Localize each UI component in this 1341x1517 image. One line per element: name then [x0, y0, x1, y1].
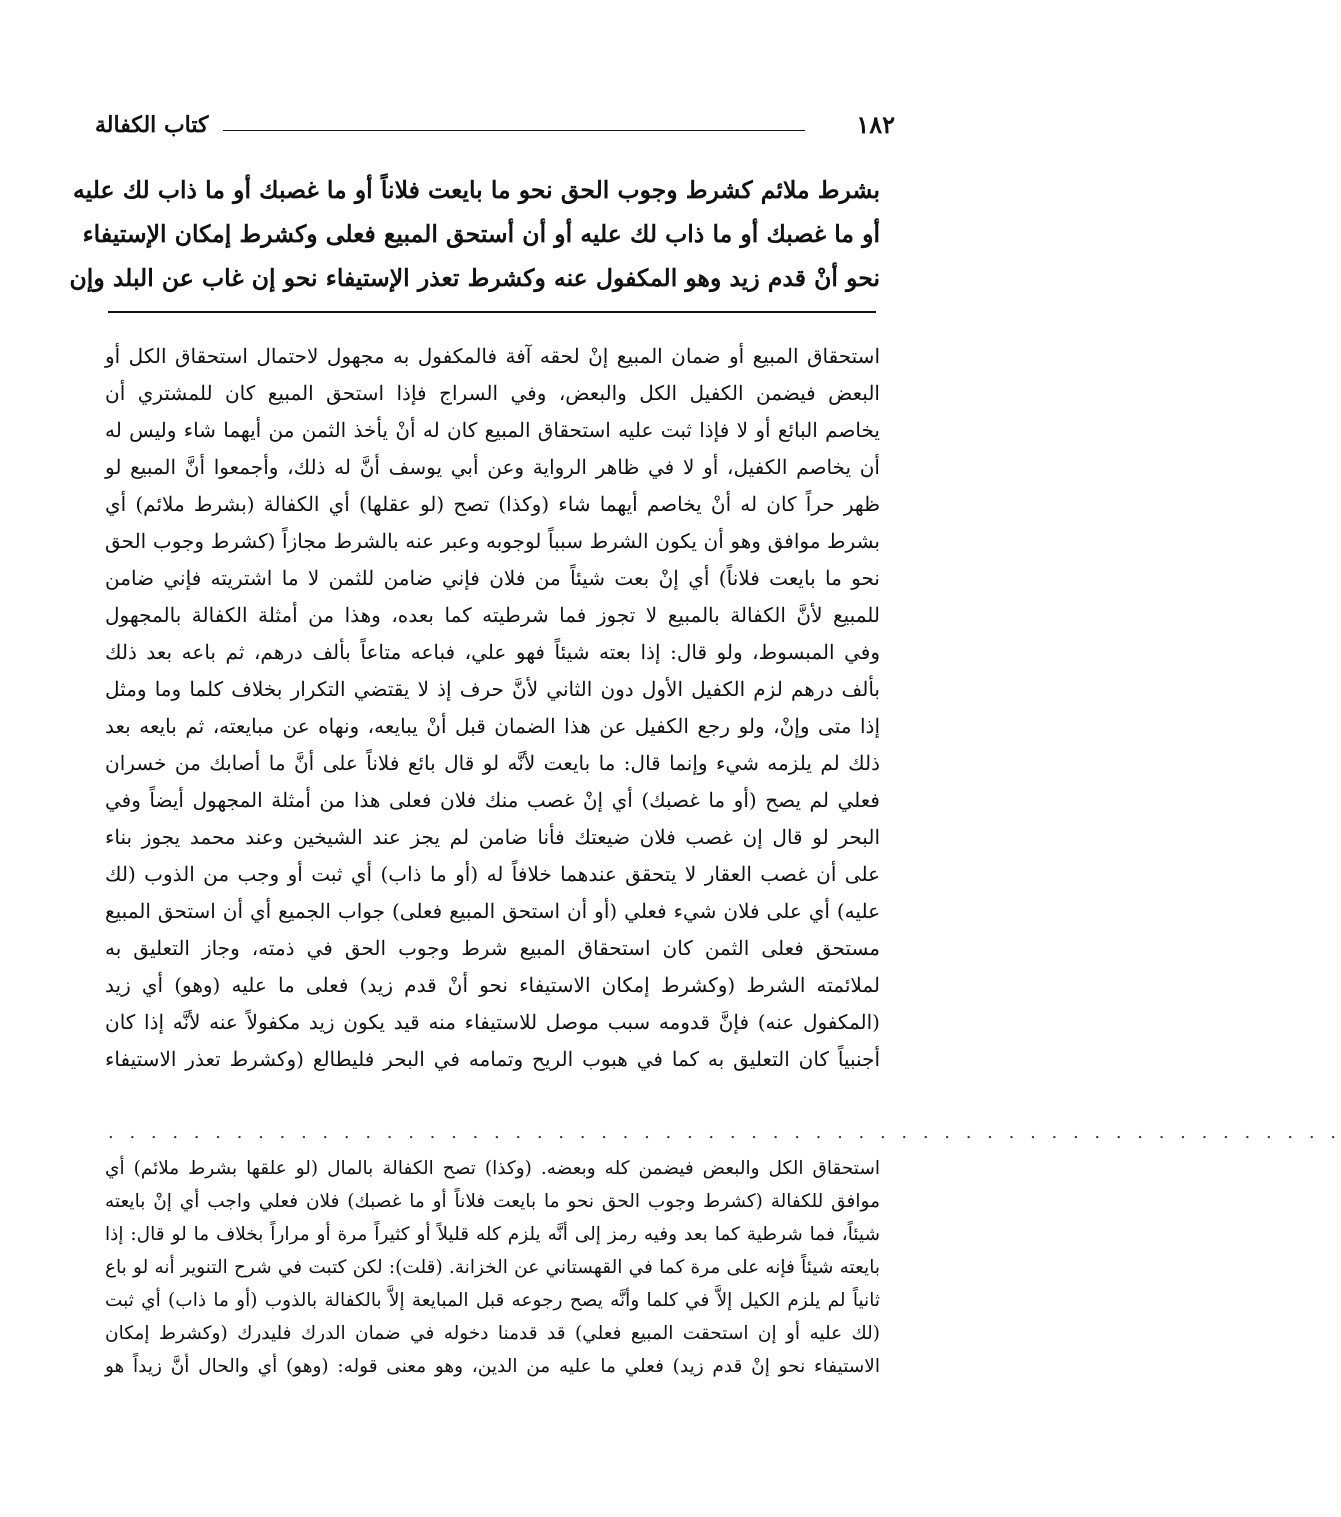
commentary-text	[105, 338, 880, 1078]
main-line: أو ما غصبك أو ما ذاب لك عليه أو أن أستحق المبيع فعلى وكشرط إمكان الإستيفاء	[82, 220, 880, 248]
page-header	[95, 108, 895, 148]
commentary-line: على أن غصب العقار لا يتحقق عندهما خلافاً له (أو ما ذاب) أي ثبت أو وجب من الذوب (لك	[105, 862, 880, 886]
main-line: بشرط ملائم كشرط وجوب الحق نحو ما بايعت فلاناً أو ما غصبك أو ما ذاب لك عليه	[73, 176, 880, 204]
commentary-line: للمبيع لأنَّ الكفالة بالمبيع لا تجوز فما شرطيته كما بعده، وهذا من أمثلة الكفالة بالمجهول	[105, 603, 880, 627]
commentary-line: عليه) أي على فلان شيء فعلي (أو أن استحق المبيع فعلى) جواب الجميع أي أن استحق المبيع	[105, 899, 880, 923]
commentary-line: بشرط موافق وهو أن يكون الشرط سبباً لوجوبه وعبر عنه بالشرط مجازاً (كشرط وجوب الحق	[105, 529, 880, 553]
commentary-line: استحقاق المبيع أو ضمان المبيع إنْ لحقه آفة فالمكفول به مجهول لاحتمال استحقاق الكل أو	[105, 344, 880, 368]
footnote-line: بايعته شيئاً فإنه على مرة كما في القهستاني عن الخزانة. (قلت): لكن كتبت في شرح التنوير أنه لو باع	[105, 1257, 880, 1278]
footnote-line: (لك عليه أو إن استحقت المبيع فعلي) قد قدمنا دخوله في ضمان الدرك فليدرك (وكشرط إمكان	[105, 1323, 880, 1344]
footnote-line: شيئاً، فما شرطية كما بعد وفيه رمز إلى أنَّه يلزم كله قليلاً أو كثيراً مرة أو مراراً بخلاف ما لو قال: إذا	[105, 1224, 880, 1245]
commentary-line: البحر لو قال إن غصب فلان ضيعتك فأنا ضامن لم يجز عند الشيخين وعند محمد يجوز بناء	[105, 825, 880, 849]
header-rule	[223, 130, 805, 131]
commentary-line: مستحق فعلى الثمن كان استحقاق المبيع شرط وجوب الحق في ذمته، وجاز التعليق به	[105, 936, 880, 960]
commentary-line: ظهر حراً كان له أنْ يخاصم أيهما شاء (وكذا) تصح (لو عقلها) أي الكفالة (بشرط ملائم) أي	[105, 492, 880, 516]
commentary-line: بألف درهم لزم الكفيل الأول دون الثاني لأنَّ حرف إذ لا يقتضي التكرار بخلاف كلما وما ومثل	[105, 677, 880, 701]
footnote-line: ثانياً لم يلزم الكيل إلاَّ في كلما وأنَّه يصح رجوعه قبل المبايعة إلاَّ بالكفالة بالذوب (أو ما ذاب) أي ثبت	[105, 1290, 880, 1311]
commentary-line: لملائمته الشرط (وكشرط إمكان الاستيفاء نحو أنْ قدم زيد) فعلى ما عليه (وهو) أي زيد	[105, 973, 880, 997]
commentary-line: أجنبياً كان التعليق به كما في هبوب الريح وتمامه في البحر فليطالع (وكشرط تعذر الاستيفاء	[105, 1047, 880, 1071]
main-text	[69, 168, 880, 300]
commentary-line: فعلي لم يصح (أو ما غصبك) أي إنْ غصب منك فلان فعلى هذا من أمثلة المجهول أيضاً وفي	[105, 788, 880, 812]
page-number: ١٨٢	[856, 110, 895, 139]
commentary-line: البعض فيضمن الكفيل الكل والبعض، وفي السراج فإذا استحق المبيع كان للمشتري أن	[105, 381, 880, 405]
commentary-line: ذلك لم يلزمه شيء وإنما قال: ما بايعت لأنَّه لو قال بائع فلاناً على أنَّ ما أصابك من خسران	[105, 751, 880, 775]
commentary-line: وفي المبسوط، ولو قال: إذا بعته شيئاً فهو علي، فباعه متاعاً بألف درهم، ثم باعه بعد ذلك	[105, 640, 880, 664]
footnote-line: استحقاق الكل والبعض فيضمن كله وبعضه. (وكذا) تصح الكفالة بالمال (لو علقها بشرط ملائم) أي	[105, 1158, 880, 1179]
commentary-line: (المكفول عنه) فإنَّ قدومه سبب موصل للاستيفاء منه قيد يكون زيد مكفولاً عنه لأنَّه إذا كان	[105, 1010, 880, 1034]
running-title: كتاب الكفالة	[95, 112, 209, 138]
main-divider	[108, 311, 876, 313]
footnote-line: موافق للكفالة (كشرط وجوب الحق نحو ما بايعت فلاناً أو ما غصبك) فلان فعلي واجب أي إنْ بايعته	[105, 1191, 880, 1212]
main-line: نحو أنْ قدم زيد وهو المكفول عنه وكشرط تعذر الإستيفاء نحو إن غاب عن البلد وإن	[69, 264, 880, 292]
footnote-line: الاستيفاء نحو إنْ قدم زيد) فعلي ما عليه من الدين، وهو معنى قوله: (وهو) أي والحال أنَّ زيداً هو	[105, 1356, 880, 1377]
commentary-line: أن يخاصم الكفيل، أو لا في ظاهر الرواية وعن أبي يوسف أنَّ له ذلك، وأجمعوا أنَّ المبيع لو	[105, 455, 880, 479]
commentary-line: يخاصم البائع أو لا فإذا ثبت عليه استحقاق المبيع كان له أنْ يأخذ الثمن من أيهما شاء وليس له	[105, 418, 880, 442]
commentary-line: إذا متى وإنْ، ولو رجع الكفيل عن هذا الضمان قبل أنْ يبايعه، ونهاه عن مبايعته، ثم بايعه بعد	[105, 714, 880, 738]
commentary-line: نحو ما بايعت فلاناً) أي إنْ بعت شيئاً من فلان فإني ضامن للثمن لا ما اشتريته فإني ضامن	[105, 566, 880, 590]
footnote-separator: . . . . . . . . . . . . . . . . . . . . . . . . . . . . . . . . . . . . . . . . . . . . . . . . . . . . . . . . . .	[108, 1122, 1341, 1143]
footnote-text	[105, 1152, 880, 1383]
